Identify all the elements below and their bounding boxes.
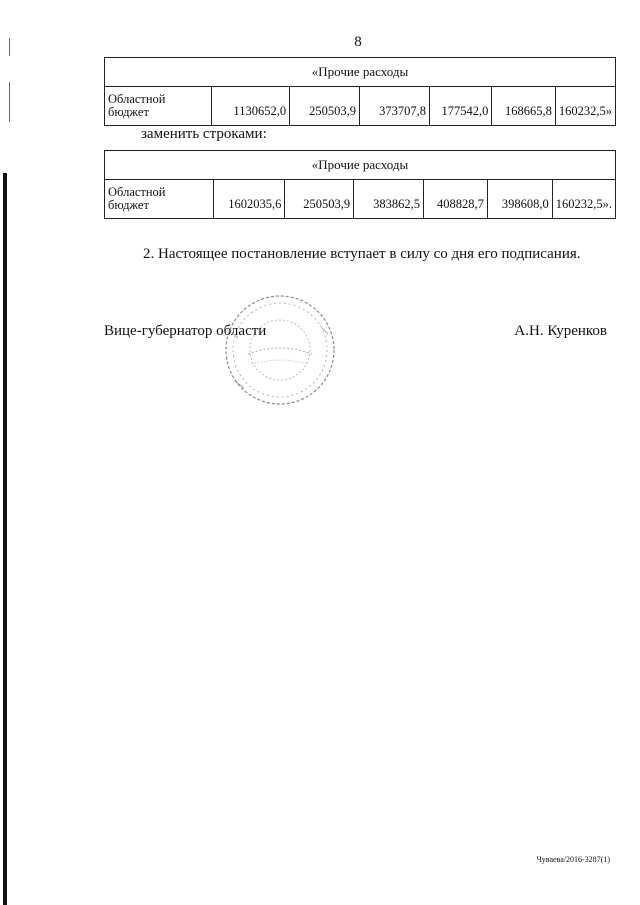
official-seal (218, 292, 340, 412)
signature-name: А.Н. Куренков (514, 323, 607, 339)
table-cell: 383862,5 (354, 180, 424, 219)
document-code: Чуваева/2016-3287(1) (536, 855, 610, 864)
row-label-line: бюджет (108, 198, 149, 212)
table-header: «Прочие расходы (105, 58, 616, 87)
table-cell: 250503,9 (285, 180, 354, 219)
table-cell: 160232,5» (555, 87, 615, 126)
row-label-line: бюджет (108, 105, 149, 119)
table-cell: 177542,0 (429, 87, 491, 126)
table-cell: 160232,5». (552, 180, 615, 219)
row-label (105, 180, 214, 219)
row-label-line: Областной (108, 185, 166, 199)
table-cell: 373707,8 (360, 87, 430, 126)
row-label-line: Областной (108, 92, 166, 106)
signature-position: Вице-губернатор области (104, 323, 267, 339)
paragraph-2: 2. Настоящее постановление вступает в силу со дня его подписания. (143, 246, 581, 262)
expenses-table-new (104, 150, 616, 219)
table-cell: 168665,8 (492, 87, 555, 126)
table-cell: 1130652,0 (212, 87, 290, 126)
scan-margin-bar (3, 173, 7, 905)
table-cell: 408828,7 (423, 180, 487, 219)
replace-text: заменить строками: (141, 126, 267, 142)
expenses-table-old (104, 57, 616, 126)
page-number: 8 (354, 34, 362, 50)
scan-margin-mark (9, 82, 10, 122)
table-cell: 250503,9 (290, 87, 360, 126)
table-cell: 398608,0 (487, 180, 552, 219)
table-header: «Прочие расходы (105, 151, 616, 180)
table-row (105, 180, 616, 219)
table-row (105, 87, 616, 126)
row-label (105, 87, 212, 126)
table-cell: 1602035,6 (214, 180, 285, 219)
